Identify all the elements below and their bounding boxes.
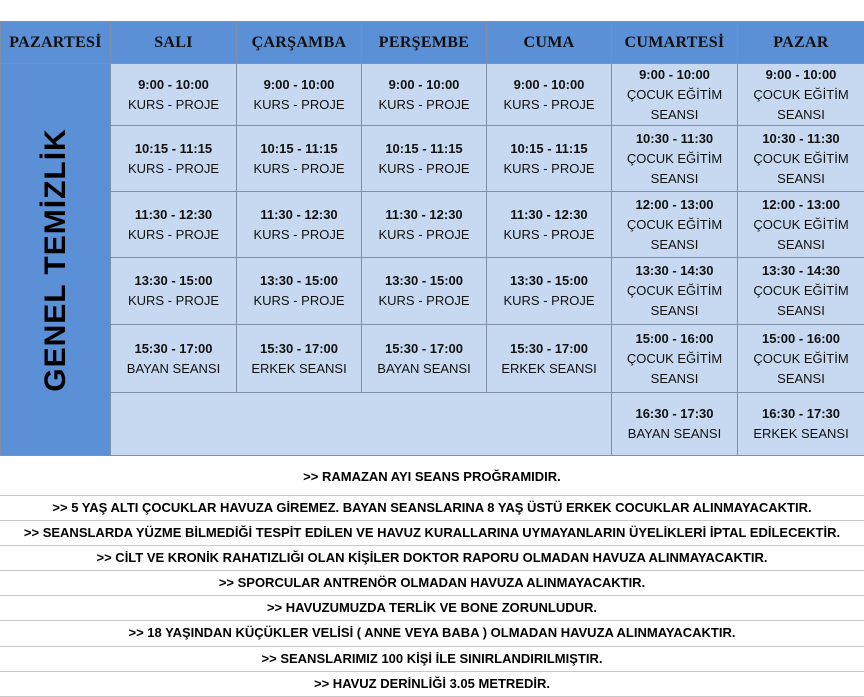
session-cell: [612, 64, 738, 126]
table-row: [1, 126, 864, 192]
session-label: SEANSI: [612, 369, 737, 389]
day-header-carsamba: ÇARŞAMBA: [237, 22, 362, 64]
session-label: KURS - PROJE: [111, 159, 236, 179]
session-label: KURS - PROJE: [362, 95, 486, 115]
session-time: 9:00 - 10:00: [612, 65, 737, 85]
session-time: 10:15 - 11:15: [362, 139, 486, 159]
session-cell: [738, 325, 864, 393]
day-header-cumartesi: CUMARTESİ: [612, 22, 738, 64]
session-time: 9:00 - 10:00: [362, 75, 486, 95]
session-cell: [612, 192, 738, 258]
day-header-cuma: CUMA: [487, 22, 612, 64]
session-label: ERKEK SEANSI: [237, 359, 361, 379]
session-label: BAYAN SEANSI: [612, 424, 737, 444]
session-label: KURS - PROJE: [111, 291, 236, 311]
session-label: ERKEK SEANSI: [738, 424, 864, 444]
day-header-row: [1, 22, 864, 64]
session-time: 15:00 - 16:00: [612, 329, 737, 349]
session-label: KURS - PROJE: [111, 95, 236, 115]
session-cell: [237, 325, 362, 393]
table-row: [1, 258, 864, 325]
note-line: >> HAVUZUMUZDA TERLİK VE BONE ZORUNLUDUR.: [0, 596, 864, 621]
session-cell: [362, 126, 487, 192]
session-cell: [111, 126, 237, 192]
session-cell: [738, 126, 864, 192]
session-label: KURS - PROJE: [487, 95, 611, 115]
session-cell: [362, 192, 487, 258]
note-line: >> SEANSLARDA YÜZME BİLMEDİĞİ TESPİT EDİLEN VE HAVUZ KURALLARINA UYMAYANLARIN ÜYELİKLERİ İPTAL EDİLECEKTİR.: [0, 521, 864, 546]
session-label: ÇOCUK EĞİTİM: [612, 349, 737, 369]
session-cell: [362, 64, 487, 126]
session-label: KURS - PROJE: [362, 291, 486, 311]
session-time: 10:15 - 11:15: [487, 139, 611, 159]
session-time: 11:30 - 12:30: [111, 205, 236, 225]
table-row: [1, 192, 864, 258]
session-time: 15:30 - 17:00: [111, 339, 236, 359]
session-cell: [111, 325, 237, 393]
session-label: ÇOCUK EĞİTİM: [612, 149, 737, 169]
session-time: 9:00 - 10:00: [487, 75, 611, 95]
monday-cleaning-label: GENEL TEMİZLİK: [39, 128, 73, 391]
session-label: KURS - PROJE: [237, 225, 361, 245]
session-time: 15:30 - 17:00: [237, 339, 361, 359]
session-time: 13:30 - 14:30: [612, 261, 737, 281]
session-cell: [237, 64, 362, 126]
session-time: 15:30 - 17:00: [362, 339, 486, 359]
session-time: 12:00 - 13:00: [738, 195, 864, 215]
day-header-pazartesi: PAZARTESİ: [1, 22, 111, 64]
empty-cell: [111, 393, 612, 456]
session-label: SEANSI: [612, 301, 737, 321]
note-line: >> 5 YAŞ ALTI ÇOCUKLAR HAVUZA GİREMEZ. BAYAN SEANSLARINA 8 YAŞ ÜSTÜ ERKEK COCUKLAR ALINMAYACAKTIR.: [0, 496, 864, 521]
session-label: ÇOCUK EĞİTİM: [738, 215, 864, 235]
session-cell: [738, 192, 864, 258]
session-label: SEANSI: [738, 105, 864, 125]
session-cell: [738, 258, 864, 325]
session-label: SEANSI: [738, 235, 864, 255]
session-cell: [237, 258, 362, 325]
session-cell: [487, 64, 612, 126]
session-cell: [487, 126, 612, 192]
session-label: SEANSI: [738, 301, 864, 321]
session-label: KURS - PROJE: [237, 291, 361, 311]
session-time: 16:30 - 17:30: [738, 404, 864, 424]
session-time: 13:30 - 14:30: [738, 261, 864, 281]
note-line: >> 18 YAŞINDAN KÜÇÜKLER VELİSİ ( ANNE VEYA BABA ) OLMADAN HAVUZA ALINMAYACAKTIR.: [0, 621, 864, 646]
session-label: SEANSI: [738, 169, 864, 189]
session-time: 9:00 - 10:00: [237, 75, 361, 95]
session-cell: [111, 258, 237, 325]
session-cell: [738, 64, 864, 126]
schedule-table: [0, 21, 864, 456]
session-time: 10:15 - 11:15: [111, 139, 236, 159]
session-time: 11:30 - 12:30: [362, 205, 486, 225]
session-label: BAYAN SEANSI: [111, 359, 236, 379]
monday-cleaning-cell: [1, 64, 111, 456]
session-label: SEANSI: [612, 169, 737, 189]
day-header-persembe: PERŞEMBE: [362, 22, 487, 64]
session-cell: [612, 126, 738, 192]
note-line: >> SEANSLARIMIZ 100 KİŞİ İLE SINIRLANDIRILMIŞTIR.: [0, 647, 864, 672]
session-cell: [111, 64, 237, 126]
note-line: >> HAVUZ DERİNLİĞİ 3.05 METREDİR.: [0, 672, 864, 697]
session-cell: [487, 258, 612, 325]
session-time: 11:30 - 12:30: [487, 205, 611, 225]
session-cell: [111, 192, 237, 258]
session-time: 9:00 - 10:00: [738, 65, 864, 85]
session-label: ÇOCUK EĞİTİM: [612, 215, 737, 235]
session-cell: [237, 126, 362, 192]
session-time: 16:30 - 17:30: [612, 404, 737, 424]
session-cell: [362, 258, 487, 325]
session-cell: [362, 325, 487, 393]
note-line: >> RAMAZAN AYI SEANS PROĞRAMIDIR.: [0, 458, 864, 496]
session-label: KURS - PROJE: [487, 291, 611, 311]
session-cell: [487, 325, 612, 393]
rules-notes: [0, 458, 864, 697]
session-label: BAYAN SEANSI: [362, 359, 486, 379]
day-header-pazar: PAZAR: [738, 22, 864, 64]
session-time: 13:30 - 15:00: [487, 271, 611, 291]
session-label: KURS - PROJE: [362, 225, 486, 245]
session-time: 10:30 - 11:30: [738, 129, 864, 149]
session-cell: [612, 393, 738, 456]
session-label: ÇOCUK EĞİTİM: [738, 85, 864, 105]
session-time: 12:00 - 13:00: [612, 195, 737, 215]
session-time: 10:30 - 11:30: [612, 129, 737, 149]
session-time: 15:30 - 17:00: [487, 339, 611, 359]
session-time: 11:30 - 12:30: [237, 205, 361, 225]
day-header-sali: SALI: [111, 22, 237, 64]
session-label: SEANSI: [612, 235, 737, 255]
session-label: ERKEK SEANSI: [487, 359, 611, 379]
session-label: KURS - PROJE: [487, 225, 611, 245]
session-time: 10:15 - 11:15: [237, 139, 361, 159]
session-label: KURS - PROJE: [487, 159, 611, 179]
session-label: ÇOCUK EĞİTİM: [738, 349, 864, 369]
session-label: ÇOCUK EĞİTİM: [612, 281, 737, 301]
session-cell: [612, 258, 738, 325]
session-label: ÇOCUK EĞİTİM: [738, 149, 864, 169]
session-label: SEANSI: [738, 369, 864, 389]
note-line: >> SPORCULAR ANTRENÖR OLMADAN HAVUZA ALINMAYACAKTIR.: [0, 571, 864, 596]
table-row: [1, 325, 864, 393]
session-label: ÇOCUK EĞİTİM: [738, 281, 864, 301]
session-cell: [237, 192, 362, 258]
session-label: KURS - PROJE: [237, 159, 361, 179]
session-time: 13:30 - 15:00: [111, 271, 236, 291]
session-time: 13:30 - 15:00: [237, 271, 361, 291]
session-cell: [487, 192, 612, 258]
session-time: 13:30 - 15:00: [362, 271, 486, 291]
session-cell: [612, 325, 738, 393]
session-label: KURS - PROJE: [237, 95, 361, 115]
session-cell: [738, 393, 864, 456]
session-label: ÇOCUK EĞİTİM: [612, 85, 737, 105]
table-row: [1, 393, 864, 456]
session-time: 9:00 - 10:00: [111, 75, 236, 95]
table-row: [1, 64, 864, 126]
session-label: KURS - PROJE: [111, 225, 236, 245]
session-label: KURS - PROJE: [362, 159, 486, 179]
session-label: SEANSI: [612, 105, 737, 125]
note-line: >> CİLT VE KRONİK RAHATIZLIĞI OLAN KİŞİLER DOKTOR RAPORU OLMADAN HAVUZA ALINMAYACAKTIR.: [0, 546, 864, 571]
session-time: 15:00 - 16:00: [738, 329, 864, 349]
